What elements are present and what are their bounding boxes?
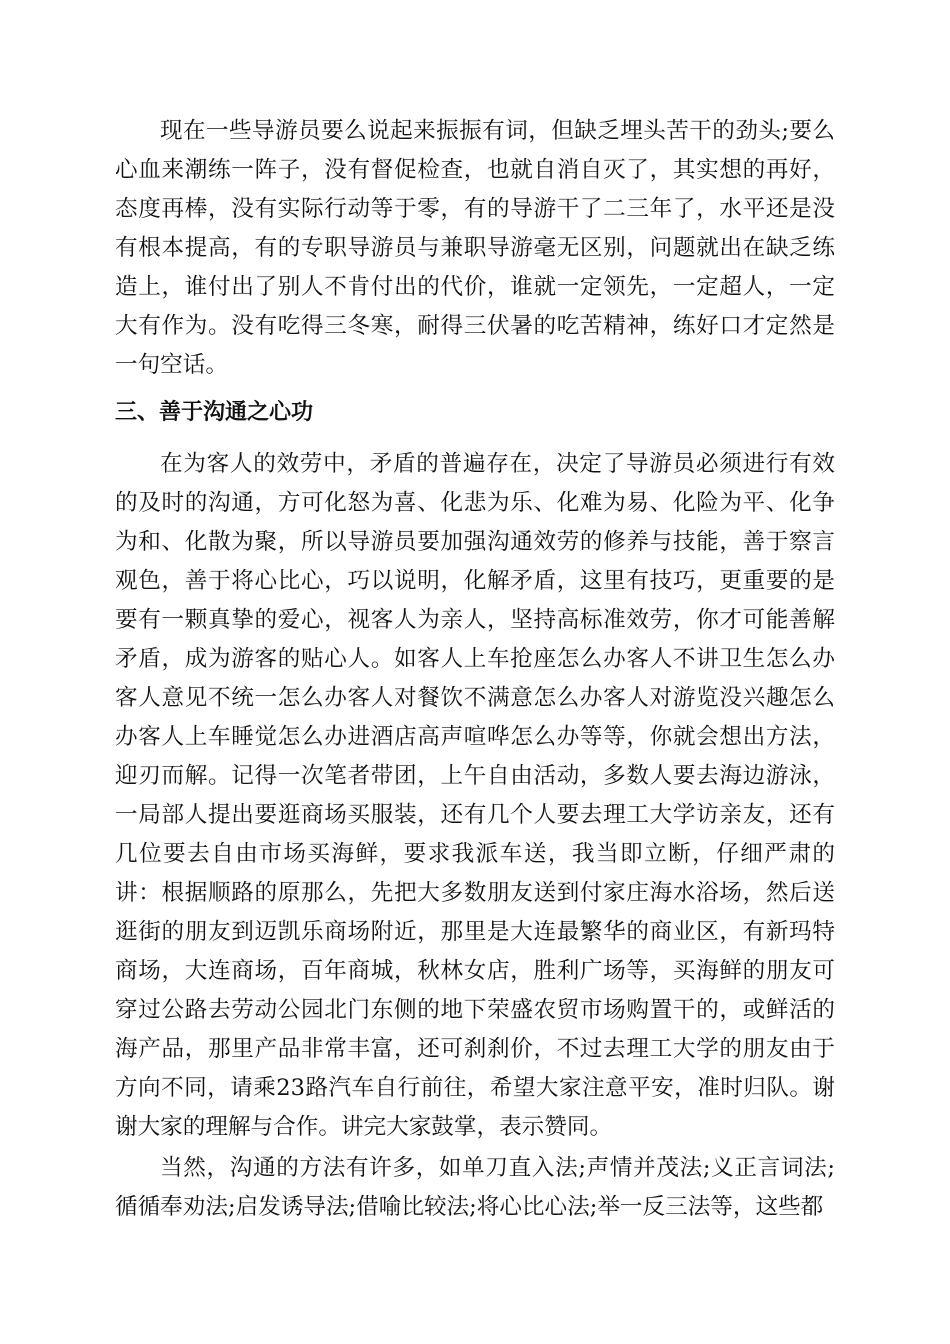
paragraph-communication-service: 在为客人的效劳中，矛盾的普遍存在，决定了导游员必须进行有效的及时的沟通，方可化怒为喜、化悲为乐、化难为易、化险为平、化争为和、化散为聚，所以导游员要加强沟通效劳的修养与技能，善于察言观色，善于将心比心，巧以说明，化解矛盾，这里有技巧，更重要的是要有一颗真挚的爱心，视客人为亲人，坚持高标准效劳，你才可能善解矛盾，成为游客的贴心人。如客人上车抢座怎么办客人不讲卫生怎么办客人意见不统一怎么办客人对餐饮不满意怎么办客人对游览没兴趣怎么办客人上车睡觉怎么办进酒店高声喧哗怎么办等等，你就会想出方法，迎刃而解。记得一次笔者带团，上午自由活动，多数人要去海边游泳，一局部人提出要逛商场买服装，还有几个人要去理工大学访亲友，还有几位要去自由市场买海鲜，要求我派车送，我当即立断，仔细严肃的讲：根据顺路的原那么，先把大多数朋友送到付家庄海水浴场，然后送逛街的朋友到迈凯乐商场附近，那里是大连最繁华的商业区，有新玛特商场，大连商场，百年商城，秋林女店，胜利广场等，买海鲜的朋友可穿过公路去劳动公园北门东侧的地下荣盛农贸市场购置干的，或鲜活的海产品，那里产品非常丰富，还可刹刹价，不过去理工大学的朋友由于方向不同，请乘23路汽车自行前往，希望大家注意平安，准时归队。谢谢大家的理解与合作。讲完大家鼓掌，表示赞同。 (115, 451, 835, 1140)
paragraph-drill-practice: 现在一些导游员要么说起来振振有词，但缺乏埋头苦干的劲头;要么心血来潮练一阵子，没有督促检查，也就自消自灭了，其实想的再好，态度再棒，没有实际行动等于零，有的导游干了二三年了，水平还是没有根本提高，有的专职导游员与兼职导游毫无区别，问题就出在缺乏练造上，谁付出了别人不肯付出的代价，谁就一定领先，一定超人，一定大有作为。没有吃得三冬寒，耐得三伏暑的吃苦精神，练好口才定然是一句空话。 (115, 118, 835, 378)
section-heading-communication: 三、善于沟通之心功 (115, 400, 314, 425)
paragraph-communication-methods: 当然，沟通的方法有许多，如单刀直入法;声情并茂法;义正言词法;循循奉劝法;启发诱导法;借喻比较法;将心比心法;举一反三法等，这些都 (115, 1155, 835, 1220)
